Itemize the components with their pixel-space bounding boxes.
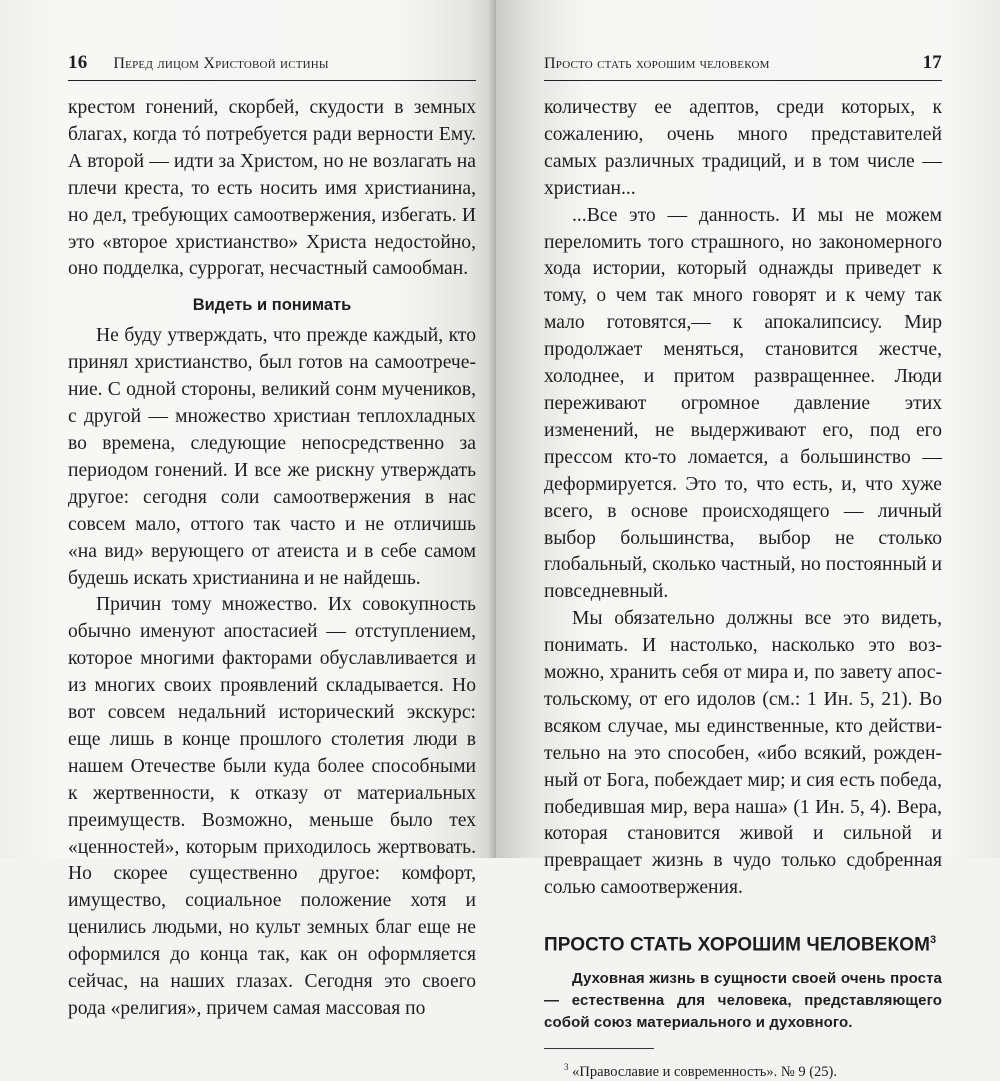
section-subheading: Видеть и понимать [192, 296, 352, 315]
left-running-head [68, 52, 476, 81]
left-paragraph-3: Причин тому множество. Их совокупность обычно именуют апостасией — отступлением, которое многими факторами обуславливается и из многих своих проявлений складывается. Но вот совсем недальний исторический экскурс: еще лишь в конце прошлого столетия люди в нашем Отечестве были куда более способными к жертвенности, к отказу от материальных преимуществ. Возможно, меньше было тех «ценностей», которым приходилось жертвовать. Но скорее существенно другое: комфорт, имущество, социальное положение хотя и ценились людьми, но культ земных благ еще не оформился до конца так, как он оформляется сейчас, на наших глазах. Сегодня это своего рода «религия», причем самая массовая по [68, 594, 476, 1019]
footnote [544, 1057, 942, 1081]
chapter-title [544, 926, 942, 959]
left-page-number: 16 [68, 52, 88, 73]
chapter-footnote-marker: 3 [930, 934, 937, 947]
left-page-text [68, 95, 476, 1023]
right-paragraph-2: ...Все это — данность. И мы не можем переломить того страшного, но закономерного хода истории, который однажды приведет к тому, о чем так много говорят и к чему так мало готовятся,— к апокалипсису. Мир продолжает меняться, становится жестче, холоднее, и притом развращеннее. Люди переживают огромное давление этих изменений, не выдерживают его, под его прессом кто-то ломается, а большинство — деформируется. Это то, что есть, и, что хуже всего, в основе происходящего — личный выбор большинства, выбор не столько глобальный, сколько частный, но постоянный и повседневный. [544, 204, 942, 603]
right-page-text [544, 95, 942, 902]
right-paragraph-1: количеству ее адептов, среди которых, к сожалению, очень много представителей самых различных традиций, и в том числе — христиан... [544, 97, 942, 199]
chapter-lead-paragraph: Духовная жизнь в сущности своей очень проста — естественна для человека, представляющего собой союз материального и духовного. [544, 969, 942, 1031]
chapter-title-text: ПРОСТО СТАТЬ ХОРОШИМ ЧЕЛОВЕКОМ [544, 934, 931, 956]
right-running-title: Просто стать хорошим человеком [544, 55, 770, 72]
right-running-head [544, 52, 942, 81]
left-paragraph-1: крестом гонений, скорбей, скудости в земных благах, когда тó потребуется ради верности Ему. А второй — идти за Христом, но не возлагать на плечи креста, то есть носить имя христианина, но дел, требующих самоотвержения, избегать. И это «второе христианство» Христа недостойно, оно подделка, суррогат, несчастный самообман. [68, 97, 476, 280]
right-page [496, 0, 1000, 1080]
left-page [0, 0, 496, 1019]
footnote-rule [544, 1048, 654, 1049]
right-paragraph-3: Мы обязательно должны все это видеть, понимать. И настолько, насколько это возможно, хранить себя от мира и, по завету апостольскому, от его идолов (см.: 1 Ин. 5, 21). Во всяком случае, мы единственные, кто действительно на это способен, «ибо всякий, рожденный от Бога, побеждает мир; и сия есть победа, победившая мир, вера наша» (1 Ин. 5, 4). Вера, которая становится живой и сильной и превращает жизнь в чудо только сдобренная солью самоотвержения. [544, 608, 942, 899]
footnote-marker: 3 [564, 1061, 569, 1072]
right-page-number: 17 [922, 52, 942, 73]
left-running-title: Перед лицом Христовой истины [113, 55, 329, 72]
left-paragraph-2: Не буду утверждать, что прежде каждый, кто принял христианство, был готов на самоотречение. С одной стороны, великий сонм мучеников, с другой — множество христиан теплохладных во времена, следующие непосредственно за периодом гонений. И все же рискну утверждать другое: сегодня соли самоотвержения в нас совсем мало, оттого так часто и не отличишь «на вид» верующего от атеиста и в себе самом будешь искать христианина и не найдешь. [68, 325, 476, 589]
footnote-text: «Православие и современность». № 9 (25). [572, 1063, 838, 1080]
